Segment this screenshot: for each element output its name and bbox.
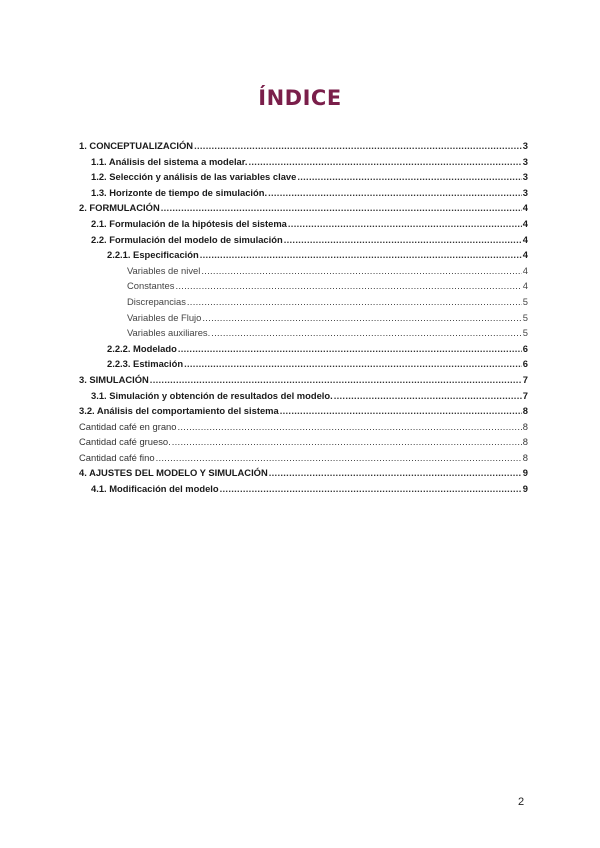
toc-leader-dots bbox=[177, 419, 521, 435]
toc-leader-dots bbox=[194, 138, 522, 154]
toc-entry-page: 4 bbox=[522, 249, 528, 261]
toc-leader-dots bbox=[184, 356, 522, 372]
toc-entry-text: 2.2. Formulación del modelo de simulación bbox=[91, 233, 283, 245]
toc-entry-page: 4 bbox=[522, 202, 528, 214]
toc-entry-text: Cantidad café grueso. bbox=[79, 436, 171, 448]
toc-entry-page: 5 bbox=[522, 311, 528, 323]
toc-entry-text: 2.2.1. Especificación bbox=[107, 249, 199, 261]
toc-entry-page: 8 bbox=[522, 451, 528, 463]
toc-entry-page: 7 bbox=[522, 389, 528, 401]
toc-entry-text: 2.1. Formulación de la hipótesis del sistema bbox=[91, 217, 287, 229]
toc-entry-page: 7 bbox=[522, 373, 528, 385]
toc-leader-dots bbox=[297, 169, 521, 185]
toc-entry-page: 5 bbox=[522, 295, 528, 307]
toc-leader-dots bbox=[334, 388, 522, 404]
toc-leader-dots bbox=[178, 341, 522, 357]
toc-entry-text: 3. SIMULACIÓN bbox=[79, 373, 149, 385]
toc-entry-variables-nivel[interactable] bbox=[79, 263, 528, 279]
toc-entry-1-2[interactable] bbox=[79, 169, 528, 185]
toc-entry-cafe-grueso[interactable] bbox=[79, 434, 528, 450]
toc-entry-page: 4 bbox=[522, 233, 528, 245]
toc-leader-dots bbox=[187, 294, 522, 310]
toc-entry-page: 5 bbox=[522, 327, 528, 339]
toc-leader-dots bbox=[201, 263, 521, 279]
toc-entry-text: Variables auxiliares. bbox=[127, 327, 211, 339]
toc-leader-dots bbox=[156, 450, 522, 466]
toc-entry-page: 4 bbox=[522, 264, 528, 276]
toc-entry-page: 4 bbox=[522, 217, 528, 229]
toc-entry-page: 3 bbox=[522, 186, 528, 198]
toc-entry-3-2[interactable] bbox=[79, 403, 528, 419]
toc-entry-cafe-fino[interactable] bbox=[79, 450, 528, 466]
toc-entry-page: 8 bbox=[522, 420, 528, 432]
toc-entry-text: 2.2.2. Modelado bbox=[107, 342, 177, 354]
toc-entry-page: 4 bbox=[522, 280, 528, 292]
toc-entry-text: Cantidad café en grano bbox=[79, 420, 177, 432]
toc-entry-text: 1.1. Análisis del sistema a modelar. bbox=[91, 155, 248, 167]
toc-entry-2-2-3[interactable] bbox=[79, 356, 528, 372]
toc-leader-dots bbox=[200, 247, 522, 263]
toc-entry-page: 3 bbox=[522, 171, 528, 183]
toc-leader-dots bbox=[249, 154, 522, 170]
toc-leader-dots bbox=[280, 403, 522, 419]
toc-entry-page: 6 bbox=[522, 358, 528, 370]
toc-leader-dots bbox=[150, 372, 522, 388]
toc-entry-discrepancias[interactable] bbox=[79, 294, 528, 310]
toc-leader-dots bbox=[161, 200, 522, 216]
toc-entry-text: 4.1. Modificación del modelo bbox=[91, 483, 219, 495]
toc-leader-dots bbox=[269, 465, 522, 481]
toc-entry-page: 9 bbox=[522, 467, 528, 479]
toc-entry-variables-flujo[interactable] bbox=[79, 310, 528, 326]
toc-entry-text: 2. FORMULACIÓN bbox=[79, 202, 160, 214]
toc-entry-3[interactable] bbox=[79, 372, 528, 388]
toc-entry-text: Cantidad café fino bbox=[79, 451, 155, 463]
toc-entry-text: Variables de nivel bbox=[127, 264, 201, 276]
toc-entry-4[interactable] bbox=[79, 465, 528, 481]
toc-entry-2-2[interactable] bbox=[79, 232, 528, 248]
toc-entry-text: 3.1. Simulación y obtención de resultados del modelo. bbox=[91, 389, 333, 401]
toc-entry-text: Variables de Flujo bbox=[127, 311, 202, 323]
toc-entry-variables-auxiliares[interactable] bbox=[79, 325, 528, 341]
toc-leader-dots bbox=[172, 434, 522, 450]
toc-entry-page: 9 bbox=[522, 483, 528, 495]
toc-entry-page: 3 bbox=[522, 155, 528, 167]
toc-entry-page: 8 bbox=[522, 405, 528, 417]
page-number: 2 bbox=[518, 796, 525, 808]
table-of-contents bbox=[79, 138, 528, 497]
toc-entry-2-2-1[interactable] bbox=[79, 247, 528, 263]
toc-entry-page: 3 bbox=[522, 140, 528, 151]
toc-entry-3-1[interactable] bbox=[79, 388, 528, 404]
toc-entry-text: 3.2. Análisis del comportamiento del sistema bbox=[79, 405, 279, 417]
toc-leader-dots bbox=[220, 481, 522, 497]
toc-entry-text: Constantes bbox=[127, 280, 175, 292]
toc-leader-dots bbox=[175, 278, 521, 294]
toc-leader-dots bbox=[288, 216, 522, 232]
toc-entry-1-1[interactable] bbox=[79, 154, 528, 170]
toc-leader-dots bbox=[284, 232, 522, 248]
toc-leader-dots bbox=[268, 185, 522, 201]
toc-entry-4-1[interactable] bbox=[79, 481, 528, 497]
toc-entry-text: 1.2. Selección y análisis de las variables clave bbox=[91, 171, 297, 183]
toc-entry-text: 1. CONCEPTUALIZACIÓN bbox=[79, 140, 194, 151]
toc-entry-constantes[interactable] bbox=[79, 278, 528, 294]
toc-entry-2[interactable] bbox=[79, 200, 528, 216]
page-title: ÍNDICE bbox=[258, 86, 342, 110]
toc-entry-2-1[interactable] bbox=[79, 216, 528, 232]
toc-leader-dots bbox=[211, 325, 522, 341]
toc-entry-text: 4. AJUSTES DEL MODELO Y SIMULACIÓN bbox=[79, 467, 268, 479]
toc-entry-text: Discrepancias bbox=[127, 295, 186, 307]
toc-entry-text: 1.3. Horizonte de tiempo de simulación. bbox=[91, 186, 268, 198]
toc-entry-page: 8 bbox=[522, 436, 528, 448]
toc-entry-2-2-2[interactable] bbox=[79, 341, 528, 357]
toc-entry-1[interactable] bbox=[79, 138, 528, 154]
toc-leader-dots bbox=[202, 310, 521, 326]
toc-entry-1-3[interactable] bbox=[79, 185, 528, 201]
toc-entry-text: 2.2.3. Estimación bbox=[107, 358, 184, 370]
toc-entry-page: 6 bbox=[522, 342, 528, 354]
toc-entry-cafe-grano[interactable] bbox=[79, 419, 528, 435]
